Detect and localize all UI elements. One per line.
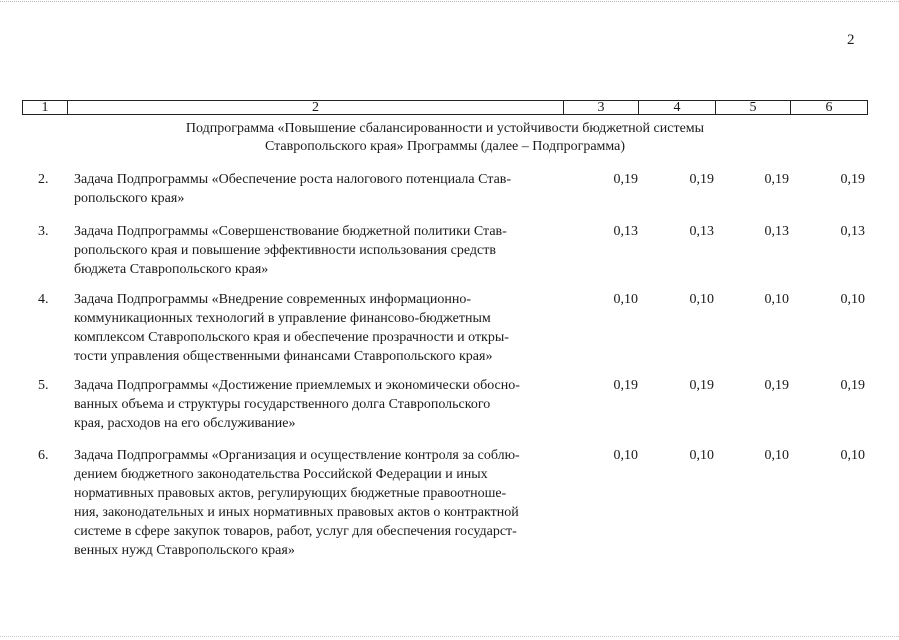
header-col-2: 2 — [68, 101, 564, 115]
row-number: 4. — [38, 292, 49, 307]
row-value-col-4: 0,13 — [689, 224, 714, 239]
row-task-text: Задача Подпрограммы «Обеспечение роста налогового потенциала Став- ропольского края» — [74, 172, 512, 206]
row-number: 3. — [38, 224, 49, 239]
row-value-col-4: 0,10 — [689, 292, 714, 307]
row-value-col-6: 0,19 — [840, 378, 865, 393]
row-value-col-5: 0,10 — [764, 448, 789, 463]
row-value-col-3: 0,13 — [613, 224, 638, 239]
row-task-text: Задача Подпрограммы «Достижение приемлемых и экономически обосно- ванных объема и структуры государственного долга Ставропольского края, расходов на его обслуживание» — [74, 378, 520, 431]
row-value-col-3: 0,10 — [613, 448, 638, 463]
row-task-text: Задача Подпрограммы «Организация и осуществление контроля за соблю- дением бюджетного законодательства Российской Федерации и иных нормативных правовых актов, регулирующих бюджетные правоотноше- ния, законодательных и иных нормативных правовых актов о контрактной системе в сфере закупок товаров, работ, услуг для обеспечения государст- венных нужд Ставропольского края» — [74, 448, 520, 558]
page-bottom-edge — [0, 636, 899, 637]
row-value-col-5: 0,10 — [764, 292, 789, 307]
row-number: 2. — [38, 172, 49, 187]
row-value-col-4: 0,10 — [689, 448, 714, 463]
header-col-5: 5 — [716, 101, 791, 115]
header-col-1: 1 — [23, 101, 68, 115]
row-value-col-5: 0,13 — [764, 224, 789, 239]
row-number: 5. — [38, 378, 49, 393]
header-col-4: 4 — [639, 101, 716, 115]
row-task-text: Задача Подпрограммы «Совершенствование бюджетной политики Став- ропольского края и повышение эффективности использования средств бюджета Ставропольского края» — [74, 224, 507, 277]
row-value-col-6: 0,10 — [840, 448, 865, 463]
row-value-col-6: 0,19 — [840, 172, 865, 187]
header-col-6: 6 — [791, 101, 868, 115]
row-value-col-6: 0,10 — [840, 292, 865, 307]
row-number: 6. — [38, 448, 49, 463]
row-value-col-5: 0,19 — [764, 378, 789, 393]
row-task-text: Задача Подпрограммы «Внедрение современных информационно- коммуникационных технологий в управление финансово-бюджетным комплексом Ставропольского края и обеспечение прозрачности и откры- тости управления общественными финансами Ставропольского края» — [74, 292, 509, 364]
subprogram-title: Подпрограмма «Повышение сбалансированности и устойчивости бюджетной системы Ставропольского края» Программы (далее – Подпрограмма) — [185, 121, 705, 154]
header-row — [23, 101, 868, 115]
page-top-edge — [0, 1, 899, 2]
row-value-col-5: 0,19 — [764, 172, 789, 187]
row-value-col-3: 0,10 — [613, 292, 638, 307]
row-value-col-4: 0,19 — [689, 172, 714, 187]
row-value-col-3: 0,19 — [613, 172, 638, 187]
header-col-3: 3 — [564, 101, 639, 115]
row-value-col-6: 0,13 — [840, 224, 865, 239]
column-number-header — [22, 100, 868, 115]
page-number: 2 — [847, 32, 855, 48]
row-value-col-3: 0,19 — [613, 378, 638, 393]
row-value-col-4: 0,19 — [689, 378, 714, 393]
